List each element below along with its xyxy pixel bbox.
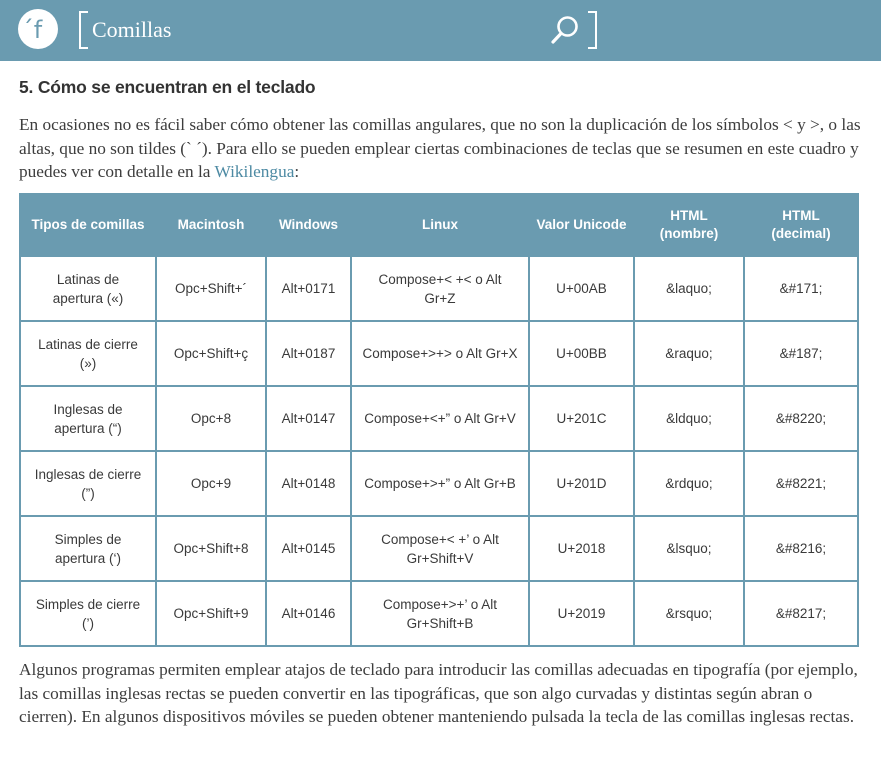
table-cell: Alt+0171 [266, 256, 351, 321]
table-cell: Alt+0146 [266, 581, 351, 646]
table-cell: Latinas de cierre (») [20, 321, 156, 386]
table-cell: Compose+>+> o Alt Gr+X [351, 321, 529, 386]
quotes-keyboard-table [19, 193, 859, 647]
header-cell: HTML (decimal) [744, 194, 858, 256]
intro-paragraph [19, 113, 864, 184]
logo-glyph: ́f [33, 16, 43, 44]
table-cell: Simples de apertura (‘) [20, 516, 156, 581]
table-cell: &rsquo; [634, 581, 744, 646]
table-cell: Alt+0148 [266, 451, 351, 516]
table-cell: &#8220; [744, 386, 858, 451]
table-cell: U+00BB [529, 321, 634, 386]
table-cell: &#187; [744, 321, 858, 386]
section-title: Comillas [92, 17, 172, 42]
table-cell: Compose+< +’ o Alt Gr+Shift+V [351, 516, 529, 581]
search-icon[interactable] [548, 13, 582, 47]
table-row [20, 451, 858, 516]
header-cell: Linux [351, 194, 529, 256]
table-cell: U+00AB [529, 256, 634, 321]
table-cell: &raquo; [634, 321, 744, 386]
table-cell: Inglesas de cierre (”) [20, 451, 156, 516]
fundeu-logo-icon[interactable] [18, 9, 58, 49]
table-cell: Opc+Shift+ç [156, 321, 266, 386]
table-cell: Compose+>+’ o Alt Gr+Shift+B [351, 581, 529, 646]
table-cell: Inglesas de apertura (“) [20, 386, 156, 451]
title-bracket-right [588, 11, 597, 49]
title-bracket-left [79, 11, 88, 49]
table-row [20, 516, 858, 581]
table-cell: Compose+>+” o Alt Gr+B [351, 451, 529, 516]
header-cell: Windows [266, 194, 351, 256]
table-cell: Opc+8 [156, 386, 266, 451]
outro-paragraph: Algunos programas permiten emplear atajos de teclado para introducir las comillas adecuadas en tipografía (por ejemplo, las comillas inglesas rectas se pueden convertir en las tipográficas, que son algo curvadas y distintas según abran o cierren). En algunos dispositivos móviles se pueden obtener manteniendo pulsada la tecla de las comillas inglesas rectas. [19, 660, 858, 726]
intro-text: En ocasiones no es fácil saber cómo obtener las comillas angulares, que no son la duplicación de los símbolos < y >, o las altas, que no son tildes (` ´). Para ello se pueden emplear ciertas combinaciones de teclas que se resumen en este cuadro y puedes ver con detalle en la [19, 115, 861, 181]
table-cell: U+2019 [529, 581, 634, 646]
table-header-row [20, 194, 858, 256]
table-cell: Opc+Shift+9 [156, 581, 266, 646]
table-cell: &#8216; [744, 516, 858, 581]
table-cell: &rdquo; [634, 451, 744, 516]
header-cell: HTML (nombre) [634, 194, 744, 256]
table-cell: Latinas de apertura («) [20, 256, 156, 321]
table-cell: Alt+0147 [266, 386, 351, 451]
table-row [20, 386, 858, 451]
table-row [20, 581, 858, 646]
table-cell: &#8221; [744, 451, 858, 516]
table-cell: Alt+0145 [266, 516, 351, 581]
table-cell: &laquo; [634, 256, 744, 321]
table-cell: Alt+0187 [266, 321, 351, 386]
table-row [20, 321, 858, 386]
table-cell: Opc+9 [156, 451, 266, 516]
table-cell: &#171; [744, 256, 858, 321]
header-cell: Macintosh [156, 194, 266, 256]
header-cell: Tipos de comillas [20, 194, 156, 256]
intro-text-end: : [294, 162, 300, 181]
table-cell: Opc+Shift+8 [156, 516, 266, 581]
table-row [20, 256, 858, 321]
header-cell: Valor Unicode [529, 194, 634, 256]
section-heading: 5. Cómo se encuentran en el teclado [19, 77, 316, 97]
table-cell: &#8217; [744, 581, 858, 646]
table-cell: Compose+<+” o Alt Gr+V [351, 386, 529, 451]
table-cell: Opc+Shift+´ [156, 256, 266, 321]
table-cell: U+2018 [529, 516, 634, 581]
wikilengua-link[interactable]: Wikilengua [214, 162, 295, 181]
table-cell: U+201D [529, 451, 634, 516]
table-cell: Simples de cierre (’) [20, 581, 156, 646]
table-cell: &ldquo; [634, 386, 744, 451]
table-cell: U+201C [529, 386, 634, 451]
table-cell: &lsquo; [634, 516, 744, 581]
table-cell: Compose+< +< o Alt Gr+Z [351, 256, 529, 321]
site-header [0, 0, 881, 61]
